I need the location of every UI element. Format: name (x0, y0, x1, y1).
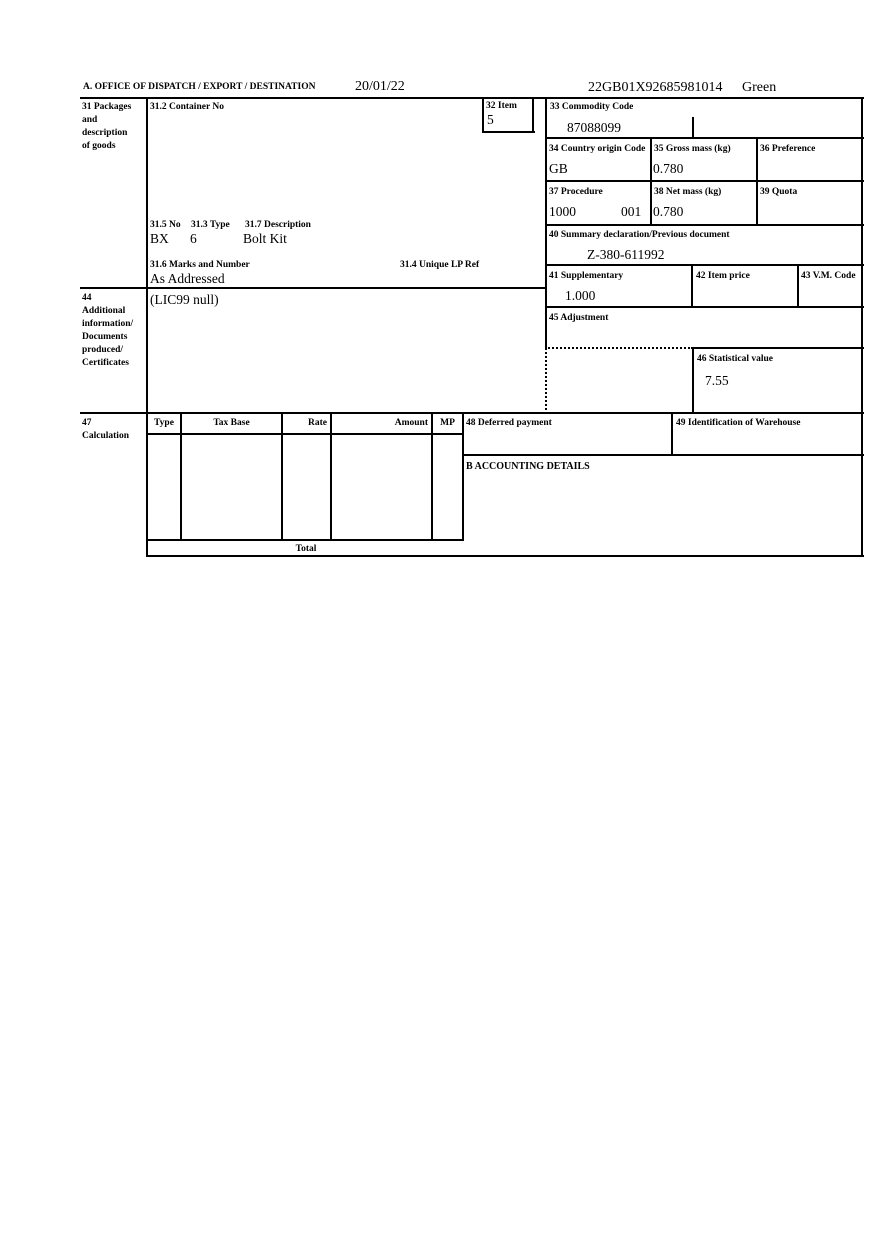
box40-summary-declaration-value: Z-380-611992 (587, 247, 665, 262)
box33-subdivision-divider (692, 117, 694, 139)
box31-6-marks-value: As Addressed (150, 271, 225, 286)
box44-value: (LIC99 null) (150, 292, 219, 307)
box31-3-type-value: 6 (190, 231, 197, 246)
box34-row-bottom-border (545, 180, 864, 182)
calc-body-bottom-border (148, 539, 464, 541)
box37-procedure-value-2: 001 (621, 204, 642, 219)
box31-5-no-label: 31.5 No (150, 220, 181, 230)
box42-item-price-label: 42 Item price (696, 271, 750, 281)
box43-vm-code-label: 43 V.M. Code (801, 271, 856, 281)
calc-col-header-tax-base: Tax Base (213, 418, 250, 428)
calc-divider-taxbase-rate (281, 413, 283, 541)
box37-procedure-label: 37 Procedure (549, 187, 603, 197)
box32-item-value: 5 (487, 112, 494, 127)
col-divider-35-36 (756, 138, 758, 226)
box40-bottom-border (545, 264, 864, 266)
box46-left-border (692, 348, 694, 414)
box38-net-mass-value: 0.780 (653, 204, 684, 219)
section-b-accounting-label: B ACCOUNTING DETAILS (466, 461, 590, 472)
dispatch-date: 20/01/22 (355, 79, 405, 94)
box36-preference-label: 36 Preference (760, 144, 816, 154)
box32-bottom-border (482, 131, 535, 133)
section-a-header: A. OFFICE OF DISPATCH / EXPORT / DESTINATION (83, 82, 316, 92)
box31-7-description-label: 31.7 Description (245, 220, 311, 230)
calc-col-header-rate: Rate (308, 418, 327, 428)
box46-statistical-value-label: 46 Statistical value (697, 354, 773, 364)
calc-col-header-amount: Amount (394, 418, 428, 428)
box47-side-label: 47 Calculation (82, 418, 129, 441)
box46-top-border (693, 347, 864, 349)
center-divider (545, 97, 547, 349)
box41-supplementary-value: 1.000 (565, 288, 596, 303)
box45-adjustment-label: 45 Adjustment (549, 313, 609, 323)
calc-header-bottom-border (148, 433, 464, 435)
calc-divider-rate-amount (330, 413, 332, 541)
box40-summary-declaration-label: 40 Summary declaration/Previous document (549, 230, 730, 240)
box44-top-border (80, 287, 547, 289)
calc-total-label: Total (295, 544, 317, 554)
box44-side-label: 44 Additional information/ Documents produced/ Certificates (82, 293, 134, 368)
box31-6-marks-label: 31.6 Marks and Number (150, 260, 250, 270)
box46-statistical-value: 7.55 (705, 373, 729, 388)
box39-quota-label: 39 Quota (760, 187, 798, 197)
movement-reference-number: 22GB01X92685981014 (588, 80, 723, 95)
box31-5-no-value: BX (150, 231, 169, 246)
calc-right-border (462, 413, 464, 541)
col-divider-34-35 (650, 138, 652, 226)
label-column-divider (146, 97, 148, 557)
box45-dotted-bottom-border (545, 347, 693, 349)
calculation-row-top-border (80, 412, 864, 414)
box35-gross-mass-value: 0.780 (653, 161, 684, 176)
box33-bottom-border (545, 137, 864, 139)
box34-origin-label: 34 Country origin Code (549, 144, 646, 154)
box33-commodity-label: 33 Commodity Code (550, 102, 634, 112)
col-divider-48-49 (671, 413, 673, 456)
box41-supplementary-label: 41 Supplementary (549, 271, 624, 281)
form-top-border (80, 97, 864, 99)
center-divider-dotted (545, 348, 547, 414)
col-divider-41-42 (691, 265, 693, 308)
calc-divider-amount-mp (431, 413, 433, 541)
box31-4-lp-ref-label: 31.4 Unique LP Ref (400, 260, 480, 270)
box32-item-label: 32 Item (486, 101, 517, 111)
box48-deferred-payment-label: 48 Deferred payment (466, 418, 552, 428)
box33-commodity-value: 87088099 (567, 120, 621, 135)
box37-row-bottom-border (545, 224, 864, 226)
box31-3-type-label: 31.3 Type (191, 220, 230, 230)
box41-row-bottom-border (545, 306, 864, 308)
box35-gross-mass-label: 35 Gross mass (kg) (654, 144, 731, 154)
box34-origin-value: GB (549, 161, 568, 176)
routing-status: Green (742, 80, 777, 95)
box31-2-container-label: 31.2 Container No (150, 102, 224, 112)
box32-left-border (482, 97, 484, 133)
box37-procedure-value-1: 1000 (549, 204, 576, 219)
form-right-border (861, 97, 863, 557)
box32-right-border (532, 97, 534, 133)
box31-side-label: 31 Packages and description of goods (82, 102, 132, 151)
box48-bottom-border (463, 454, 864, 456)
form-bottom-border (148, 555, 864, 557)
calc-col-header-type: Type (154, 418, 174, 428)
box49-warehouse-label: 49 Identification of Warehouse (676, 418, 801, 428)
calc-col-header-mp: MP (440, 418, 455, 428)
box31-7-description-value: Bolt Kit (243, 231, 287, 246)
box38-net-mass-label: 38 Net mass (kg) (654, 187, 722, 197)
calc-divider-type-taxbase (180, 413, 182, 541)
col-divider-42-43 (797, 265, 799, 308)
